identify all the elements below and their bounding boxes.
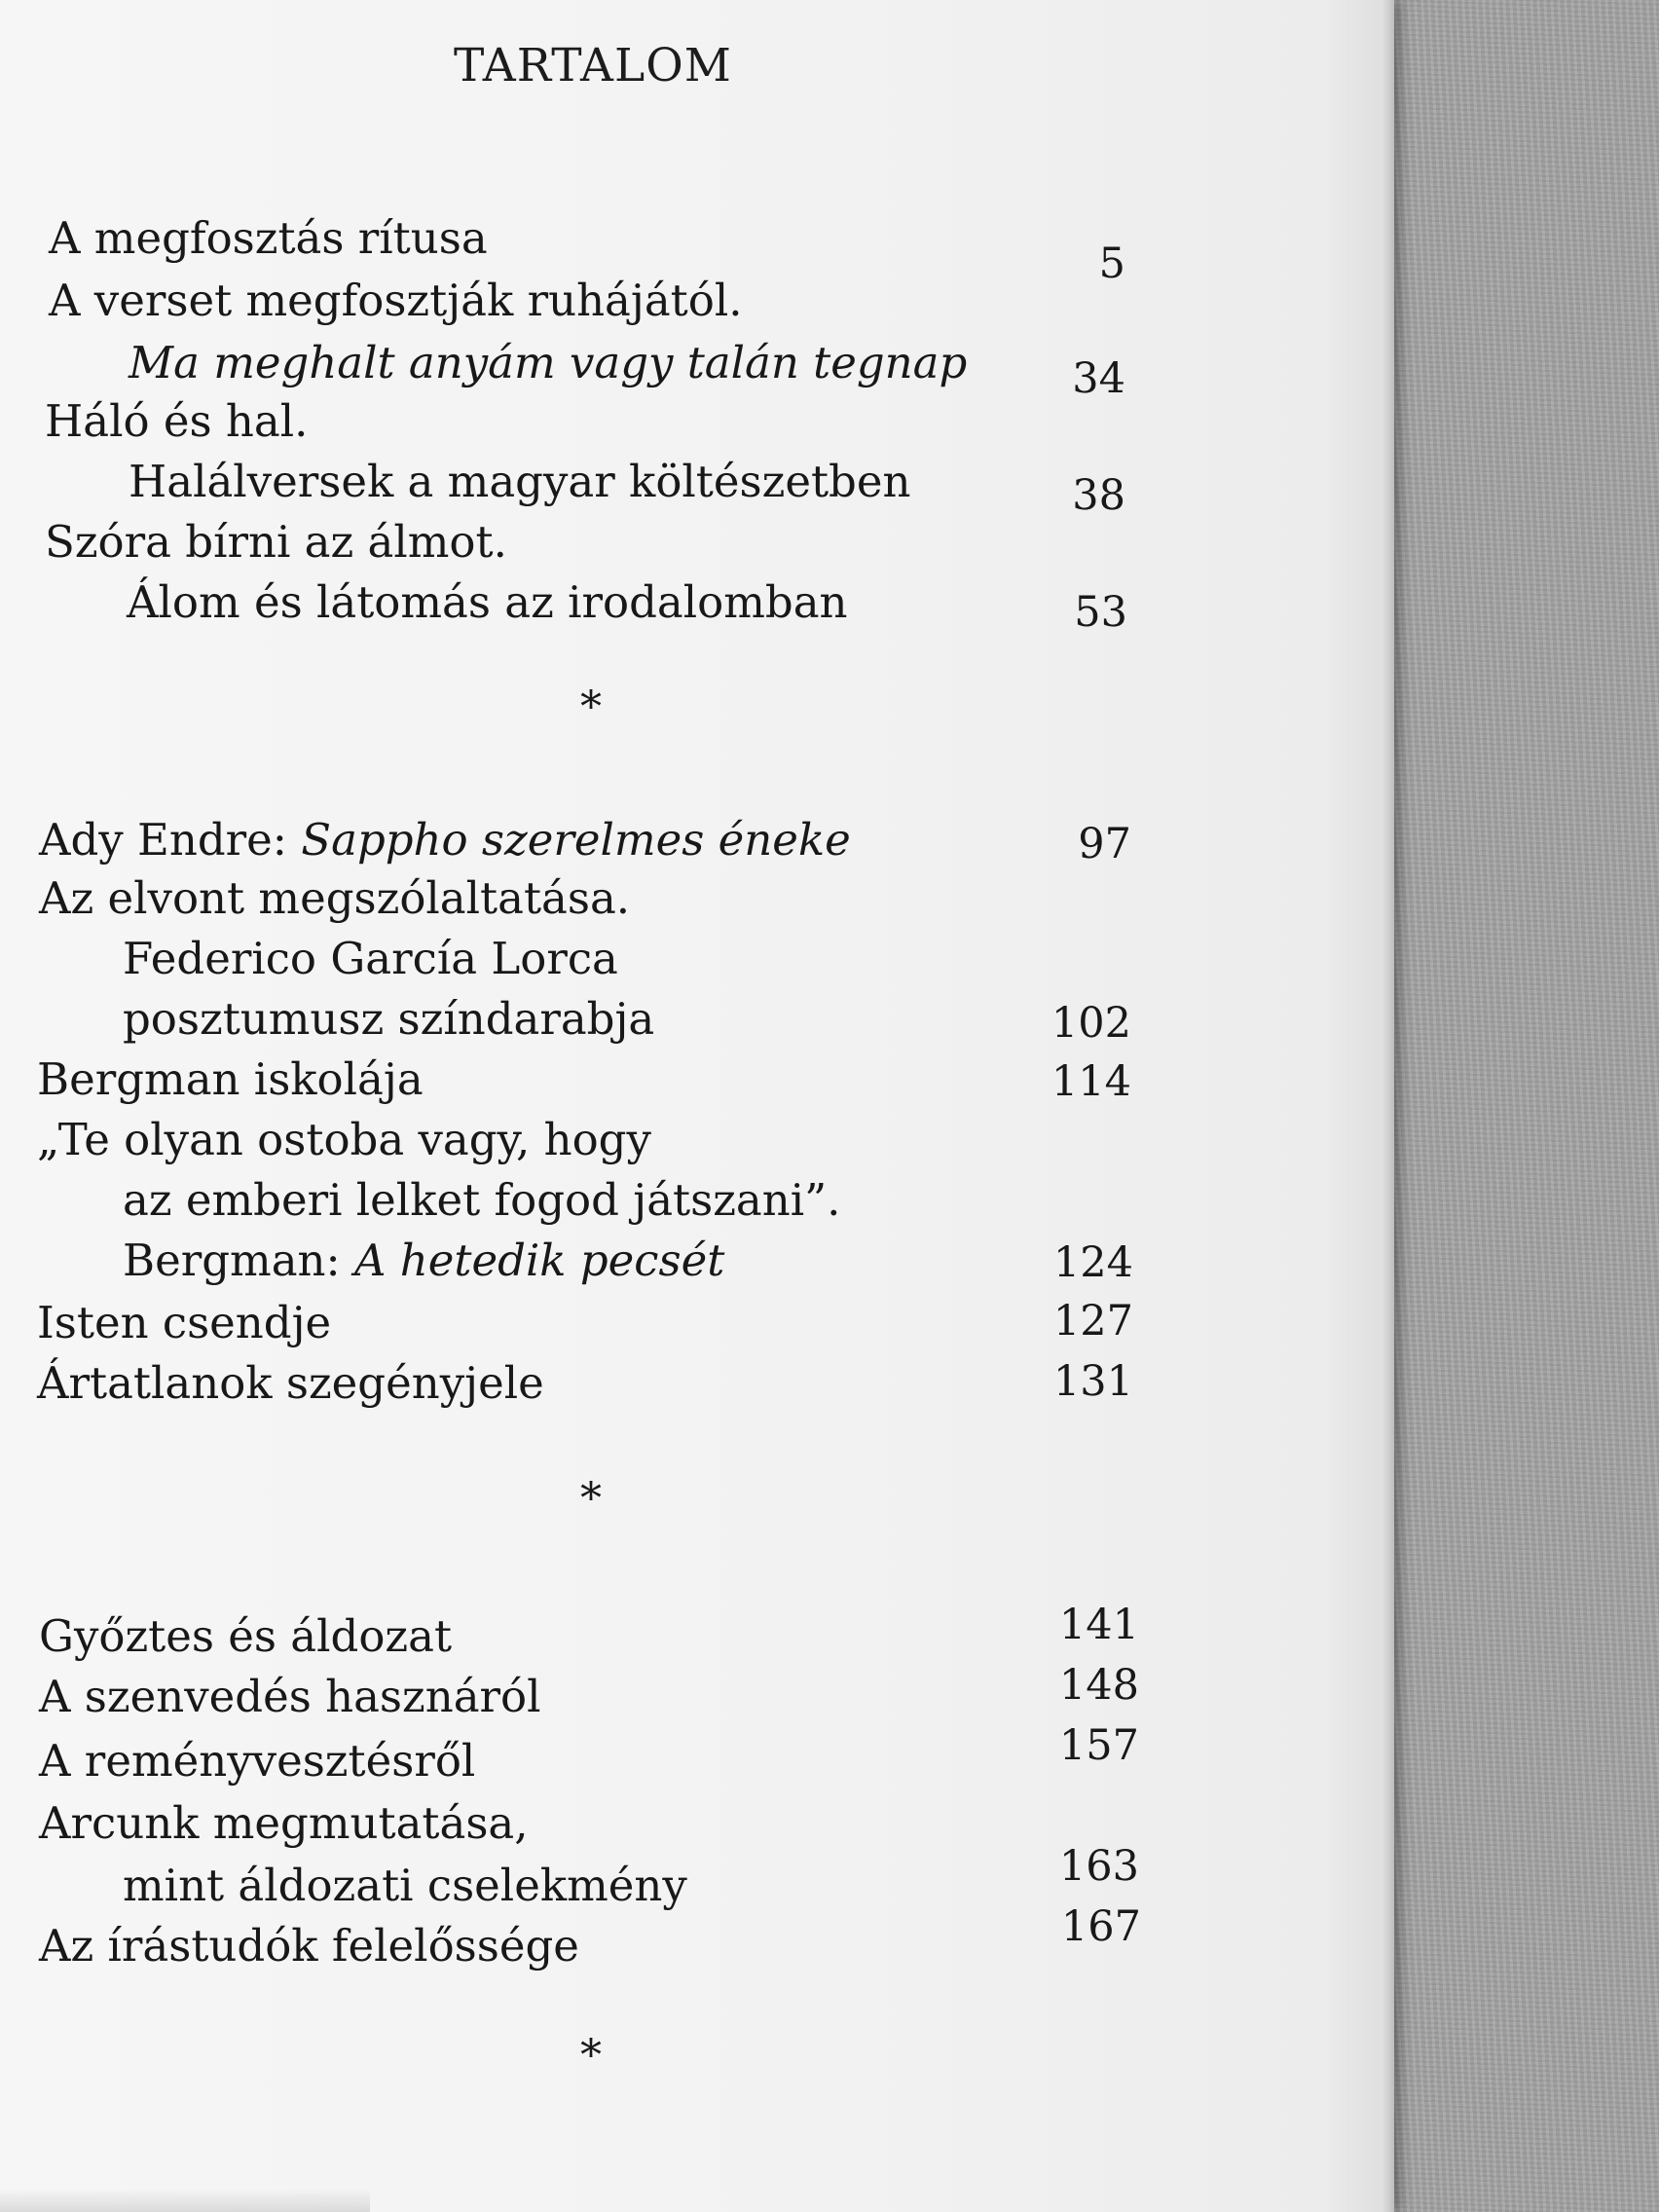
toc-entry: posztumusz színdarabja bbox=[123, 993, 655, 1045]
section-separator: * bbox=[580, 682, 602, 732]
page-number: 167 bbox=[1060, 1902, 1141, 1951]
toc-entry: Ady Endre: Sappho szerelmes éneke bbox=[39, 814, 851, 866]
page-number: 5 bbox=[1098, 240, 1125, 288]
page-number: 102 bbox=[1051, 999, 1131, 1048]
toc-entry: Az írástudók felelőssége bbox=[39, 1920, 579, 1972]
toc-entry: Federico García Lorca bbox=[123, 933, 618, 984]
toc-entry: Isten csendje bbox=[37, 1297, 332, 1348]
page-title: TARTALOM bbox=[454, 39, 732, 92]
toc-entry: A szenvedés hasznáról bbox=[39, 1671, 541, 1722]
toc-entry: Arcunk megmutatása, bbox=[39, 1797, 529, 1849]
toc-entry: Ma meghalt anyám vagy talán tegnap bbox=[129, 337, 968, 388]
toc-entry: Bergman: A hetedik pecsét bbox=[123, 1235, 725, 1286]
page-number: 141 bbox=[1058, 1601, 1139, 1649]
toc-entry: Álom és látomás az irodalomban bbox=[127, 576, 848, 628]
toc-entry: A reményvesztésről bbox=[39, 1735, 476, 1787]
section-separator: * bbox=[580, 1474, 602, 1524]
toc-entry: A megfosztás rítusa bbox=[49, 212, 488, 264]
toc-entry: Halálversek a magyar költészetben bbox=[129, 456, 911, 507]
page-number: 124 bbox=[1052, 1238, 1133, 1287]
toc-entry: A verset megfosztják ruhájától. bbox=[49, 275, 743, 326]
toc-entry: Ártatlanok szegényjele bbox=[37, 1357, 544, 1409]
page-number: 53 bbox=[1074, 588, 1127, 637]
page-number: 163 bbox=[1058, 1842, 1139, 1891]
toc-entry: Győztes és áldozat bbox=[39, 1610, 453, 1662]
page-edge bbox=[1381, 0, 1394, 2212]
toc-entry: Az elvont megszólaltatása. bbox=[39, 872, 631, 924]
toc-entry: „Te olyan ostoba vagy, hogy bbox=[37, 1114, 651, 1165]
background-surface bbox=[1373, 0, 1659, 2212]
page-number: 114 bbox=[1051, 1057, 1131, 1106]
page-number: 127 bbox=[1052, 1297, 1133, 1346]
section-separator: * bbox=[580, 2031, 602, 2081]
page-bottom-shading bbox=[0, 2189, 370, 2212]
page-number: 148 bbox=[1058, 1661, 1139, 1710]
toc-entry: Szóra bírni az álmot. bbox=[45, 516, 507, 568]
toc-entry: Bergman iskolája bbox=[37, 1053, 424, 1105]
page-number: 131 bbox=[1052, 1357, 1133, 1406]
toc-entry: az emberi lelket fogod játszani”. bbox=[123, 1174, 841, 1226]
page-number: 38 bbox=[1072, 471, 1125, 520]
page-number: 34 bbox=[1072, 354, 1125, 403]
page-number: 97 bbox=[1078, 820, 1131, 868]
toc-entry: Háló és hal. bbox=[45, 395, 309, 447]
page-number: 157 bbox=[1058, 1721, 1139, 1770]
toc-entry: mint áldozati cselekmény bbox=[123, 1860, 687, 1911]
